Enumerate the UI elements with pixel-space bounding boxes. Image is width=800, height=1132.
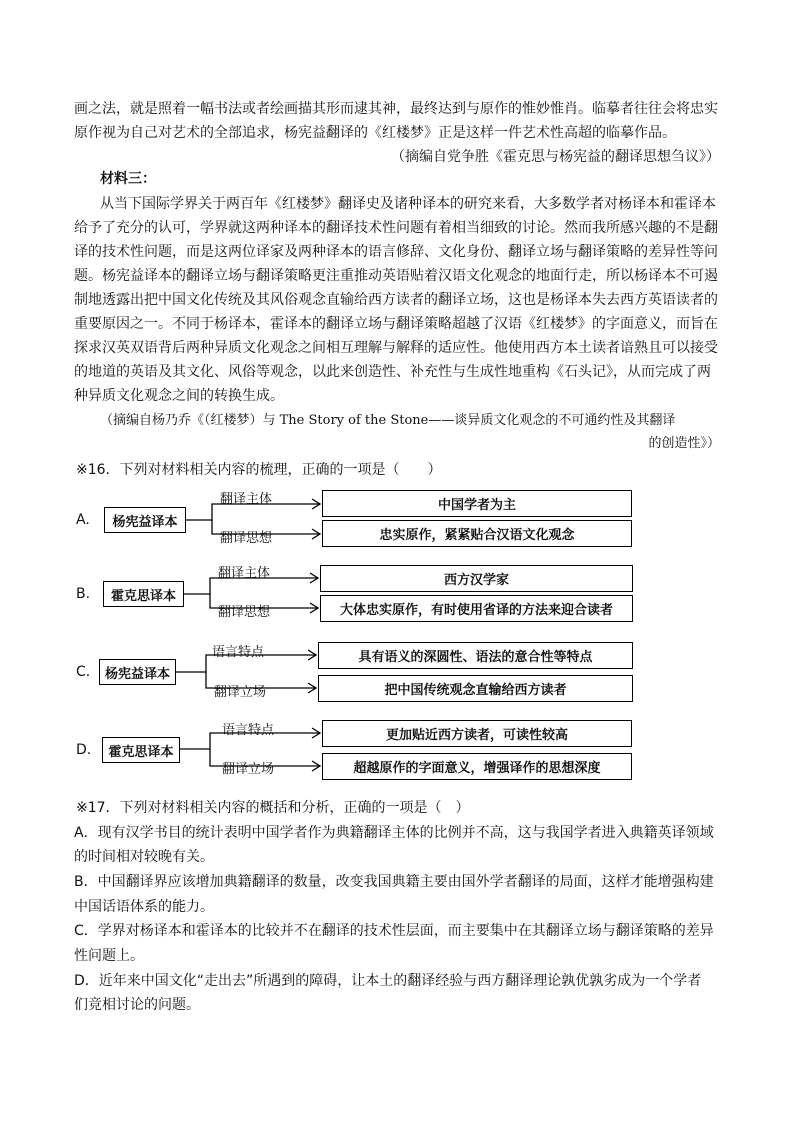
question-16-stem: ※16．下列对材料相关内容的梳理，正确的一项是（ ） [76, 462, 442, 478]
material-title: 材料三： [100, 171, 156, 187]
passage-line: 译的技术性问题，而是这两位译家及两种译本的语言修辞、文化身份、翻译立场与翻译策略的差异性等问 [74, 244, 718, 260]
option-b-bottom-label: 翻译思想 [218, 605, 271, 620]
answer-line: A．现有汉学书目的统计表明中国学者作为典籍翻译主体的比例并不高，这与我国学者进入典籍英译领域 [74, 825, 714, 841]
passage-line: 原作视为自己对艺术的全部追求，杨宪益翻译的《红楼梦》正是这样一件艺术性高超的临摹作品。 [74, 125, 676, 141]
answer-line: D．近年来中国文化“走出去”所遇到的障碍，让本土的翻译经验与西方翻译理论孰优孰劣成为一个学者 [74, 973, 702, 989]
passage-line: 制地透露出把中国文化传统及其风俗观念直输给西方读者的翻译立场，这也是杨译本失去西方英语读者的 [74, 292, 718, 308]
answer-line: 中国话语体系的能力。 [74, 899, 214, 915]
option-a-root-box: 杨宪益译本 [104, 507, 186, 533]
answer-line: 性问题上。 [74, 948, 144, 964]
option-a-top-box: 中国学者为主 [322, 490, 632, 517]
passage-line: 种异质文化观念之间的转换生成。 [74, 388, 284, 404]
option-b-root-box: 霍克思译本 [103, 581, 184, 607]
answer-line: C．学界对杨译本和霍译本的比较并不在翻译的技术性层面，而主要集中在其翻译立场与翻译策略的差异 [74, 923, 714, 939]
passage-source: （摘编自杨乃乔《（红楼梦）与 The Story of the Stone——谈异质文化观念的不可通约性及其翻译 [100, 413, 676, 428]
option-d-letter: D. [76, 742, 92, 758]
option-c-bottom-box: 把中国传统观念直输给西方读者 [318, 675, 633, 702]
question-17-stem: ※17．下列对材料相关内容的概括和分析，正确的一项是（ ） [76, 800, 470, 816]
passage-line: 给予了充分的认可，学界就这两种译本的翻译技术性问题有着相当细致的讨论。然而我所感兴趣的不是翻 [74, 220, 718, 236]
option-d-bottom-label: 翻译立场 [222, 762, 275, 777]
answer-line: 的时间相对较晚有关。 [74, 849, 214, 865]
answer-line: 们竞相讨论的问题。 [74, 997, 200, 1013]
option-a-top-label: 翻译主体 [220, 492, 273, 507]
passage-source: （摘编自党争胜《霍克思与杨宪益的翻译思想刍议》） [391, 149, 720, 165]
passage-line: 重要原因之一。不同于杨译本，霍译本的翻译立场与翻译策略超越了汉语《红楼梦》的字面意义，而旨在 [74, 316, 718, 332]
passage-line: 的地道的英语及其文化、风俗等观念，以此来创造性、补充性与生成性地重构《石头记》，从而完成了两 [74, 364, 711, 380]
option-b-top-label: 翻译主体 [218, 566, 271, 581]
option-d-top-label: 语言特点 [222, 723, 275, 738]
option-d-bottom-box: 超越原作的字面意义，增强译作的思想深度 [322, 753, 632, 780]
option-a-bottom-box: 忠实原作，紧紧贴合汉语文化观念 [322, 520, 632, 547]
option-b-top-box: 西方汉学家 [320, 565, 633, 592]
option-c-letter: C. [76, 664, 91, 680]
option-a-letter: A. [76, 512, 90, 528]
option-c-bottom-label: 翻译立场 [214, 685, 267, 700]
option-a-bottom-label: 翻译思想 [220, 531, 273, 546]
option-c-root-box: 杨宪益译本 [99, 659, 176, 685]
option-c-top-box: 具有语义的深圆性、语法的意合性等特点 [318, 642, 633, 669]
passage-line: 画之法，就是照着一幅书法或者绘画描其形而逮其神，最终达到与原作的惟妙惟肖。临摹者往往会将忠实 [74, 101, 718, 117]
option-d-top-box: 更加贴近西方读者，可读性较高 [322, 720, 632, 747]
option-b-letter: B. [76, 586, 91, 602]
option-d-root-box: 霍克思译本 [102, 737, 180, 763]
option-c-top-label: 语言特点 [212, 645, 265, 660]
passage-source: 的创造性》） [648, 436, 720, 451]
passage-line: 从当下国际学界关于两百年《红楼梦》翻译史及诸种译本的研究来看，大多数学者对杨译本和霍译本 [100, 196, 716, 212]
answer-line: B．中国翻译界应该增加典籍翻译的数量，改变我国典籍主要由国外学者翻译的局面，这样才能增强构建 [74, 874, 714, 890]
passage-line: 探求汉英双语背后两种异质文化观念之间相互理解与解释的适应性。他使用西方本土读者谙熟且可以接受 [74, 340, 718, 356]
option-b-bottom-box: 大体忠实原作，有时使用省译的方法来迎合读者 [320, 595, 633, 622]
passage-line: 题。杨宪益译本的翻译立场与翻译策略更注重推动英语贴着汉语文化观念的地面行走，所以杨译本不可遏 [74, 268, 718, 284]
